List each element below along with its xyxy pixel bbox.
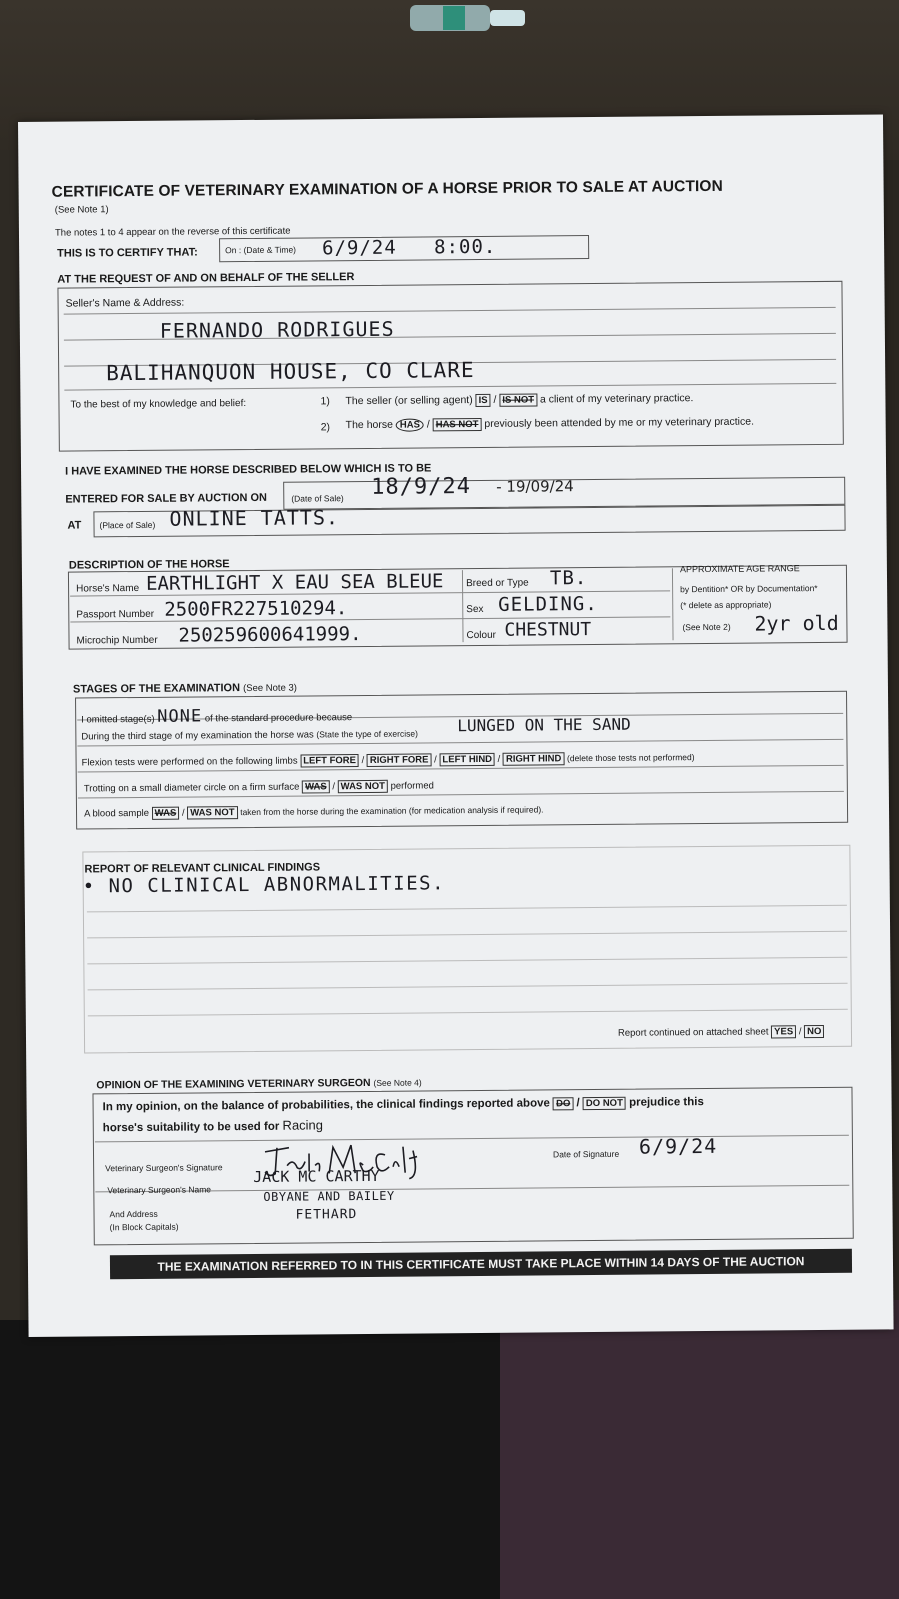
sex-value: GELDING. [498,592,598,616]
entered-label: ENTERED FOR SALE BY AUCTION ON [65,491,268,506]
opinion-do-option[interactable]: DO [553,1097,573,1110]
date-of-sale-value: 18/9/24 [371,474,472,500]
footer-notice: THE EXAMINATION REFERRED TO IN THIS CERTIFICATE MUST TAKE PLACE WITHIN 14 DAYS OF THE AUCTION [110,1249,852,1279]
opinion-text: In my opinion, on the balance of probabilities, the clinical findings reported above DO / DO NOT prejudice this [102,1096,704,1114]
date-signature-label: Date of Signature [552,1148,620,1160]
microchip-value: 250259600641999. [178,623,362,647]
exam-date: 6/9/24 [322,236,397,260]
surgeon-name-label: Veterinary Surgeon's Name [107,1184,212,1196]
trotting-was-option[interactable]: WAS [302,780,330,793]
colour-label: Colour [466,629,497,642]
notes-line: The notes 1 to 4 appear on the reverse of this certificate [54,225,291,239]
syringe-cap-object [405,0,535,40]
certificate-paper [18,114,894,1337]
see-note-1: (See Note 1) [54,204,109,216]
stmt2-number: 2) [320,421,331,434]
report-header: REPORT OF RELEVANT CLINICAL FINDINGS [84,861,321,876]
seller-name: FERNANDO RODRIGUES [159,316,395,343]
blood-row: A blood sample WAS / WAS NOT taken from the horse during the examination (for medication analysis if required). [83,804,544,820]
colour-value: CHESTNUT [504,619,592,641]
age-by: by Dentition* OR by Documentation* [680,583,818,595]
age-header: APPROXIMATE AGE RANGE [679,563,800,575]
seller-address: BALIHANQUON HOUSE, CO CLARE [106,358,475,386]
stmt1-text: The seller (or selling agent) IS / IS NOT a client of my veterinary practice. [345,392,694,408]
blood-was-option[interactable]: WAS [152,807,180,820]
address-label2: (In Block Capitals) [109,1221,179,1233]
age-see-note: (See Note 2) [682,621,731,633]
place-of-sale-value: ONLINE TATTS. [169,505,340,531]
blood-was-not-option[interactable]: WAS NOT [187,806,237,819]
stmt2-has-not-option[interactable]: HAS NOT [433,418,482,431]
report-continued-row: Report continued on attached sheet YES / NO [618,1025,824,1040]
date-of-sale-label: (Date of Sale) [291,493,344,504]
report-findings: • NO CLINICAL ABNORMALITIES. [82,872,446,898]
exam-time: 8:00. [434,235,497,259]
flexion-left-fore[interactable]: LEFT FORE [300,754,359,768]
knowledge-label: To the best of my knowledge and belief: [70,398,247,411]
report-yes-option[interactable]: YES [771,1025,796,1038]
description-header: DESCRIPTION OF THE HORSE [68,558,230,572]
signature-label: Veterinary Surgeon's Signature [105,1162,223,1174]
opinion-text-line2: horse's suitability to be used for Racing [102,1117,324,1135]
passport-label: Passport Number [76,608,155,621]
flexion-right-hind[interactable]: RIGHT HIND [503,752,565,766]
microchip-label: Microchip Number [76,634,158,647]
examined-label: I HAVE EXAMINED THE HORSE DESCRIBED BELOW WHICH IS TO BE [65,462,432,478]
passport-value: 2500FR227510294. [164,597,348,621]
address-value-line1: OBYANE AND BAILEY [263,1188,395,1204]
flexion-row: Flexion tests were performed on the following limbs LEFT FORE / RIGHT FORE / LEFT HIND / RIGHT HIND (delete those tests not performed) [81,752,695,769]
date-signature-value: 6/9/24 [638,1133,718,1159]
seller-label: Seller's Name & Address: [65,296,185,310]
dark-fabric [0,1320,500,1599]
report-no-option[interactable]: NO [804,1025,824,1038]
stmt2-has-option[interactable]: HAS [396,418,424,431]
trotting-was-not-option[interactable]: WAS NOT [338,780,388,793]
third-stage-value: LUNGED ON THE SAND [457,714,631,736]
stages-header: STAGES OF THE EXAMINATION (See Note 3) [72,682,297,696]
omitted-value: NONE [157,706,203,727]
address-label: And Address [109,1208,158,1220]
certificate-title: CERTIFICATE OF VETERINARY EXAMINATION OF A HORSE PRIOR TO SALE AT AUCTION [51,177,723,201]
opinion-do-not-option[interactable]: DO NOT [583,1097,626,1110]
on-date-time-label: On : (Date & Time) [225,244,297,256]
breed-value: TB. [549,567,588,590]
address-value-line2: FETHARD [295,1207,358,1223]
stmt1-is-not-option[interactable]: IS NOT [499,393,537,406]
flexion-right-fore[interactable]: RIGHT FORE [367,753,432,767]
stmt1-is-option[interactable]: IS [476,394,491,407]
third-stage-row: During the third stage of my examination the horse was (State the type of exercise) [81,728,418,743]
omitted-row: I omitted stage(s) NONE of the standard procedure because [81,706,353,727]
horse-name-label: Horse's Name [76,582,140,595]
surgeon-name-value: JACK MC CARTHY [253,1166,380,1186]
horse-name-value: EARTHLIGHT X EAU SEA BLEUE [145,570,444,595]
age-value: 2yr old [754,610,839,636]
purple-fabric [500,1300,899,1599]
certify-label: THIS IS TO CERTIFY THAT: [57,246,198,260]
breed-label: Breed or Type [465,577,529,590]
flexion-left-hind[interactable]: LEFT HIND [439,753,495,766]
request-label: AT THE REQUEST OF AND ON BEHALF OF THE SELLER [57,271,355,286]
at-label: AT [67,519,82,532]
place-of-sale-label: (Place of Sale) [99,519,156,531]
trotting-row: Trotting on a small diameter circle on a firm surface WAS / WAS NOT performed [83,780,434,795]
stmt2-text: The horse HAS / HAS NOT previously been attended by me or my veterinary practice. [345,415,755,432]
stmt1-number: 1) [320,395,330,408]
age-delete-note: (* delete as appropriate) [680,599,772,611]
sex-label: Sex [466,603,484,616]
opinion-use-value: Racing [282,1117,324,1133]
opinion-header: OPINION OF THE EXAMINING VETERINARY SURGEON (See Note 4) [96,1076,422,1092]
table-background-left [0,150,20,1330]
date-of-sale-typed: - 19/09/24 [496,477,574,496]
